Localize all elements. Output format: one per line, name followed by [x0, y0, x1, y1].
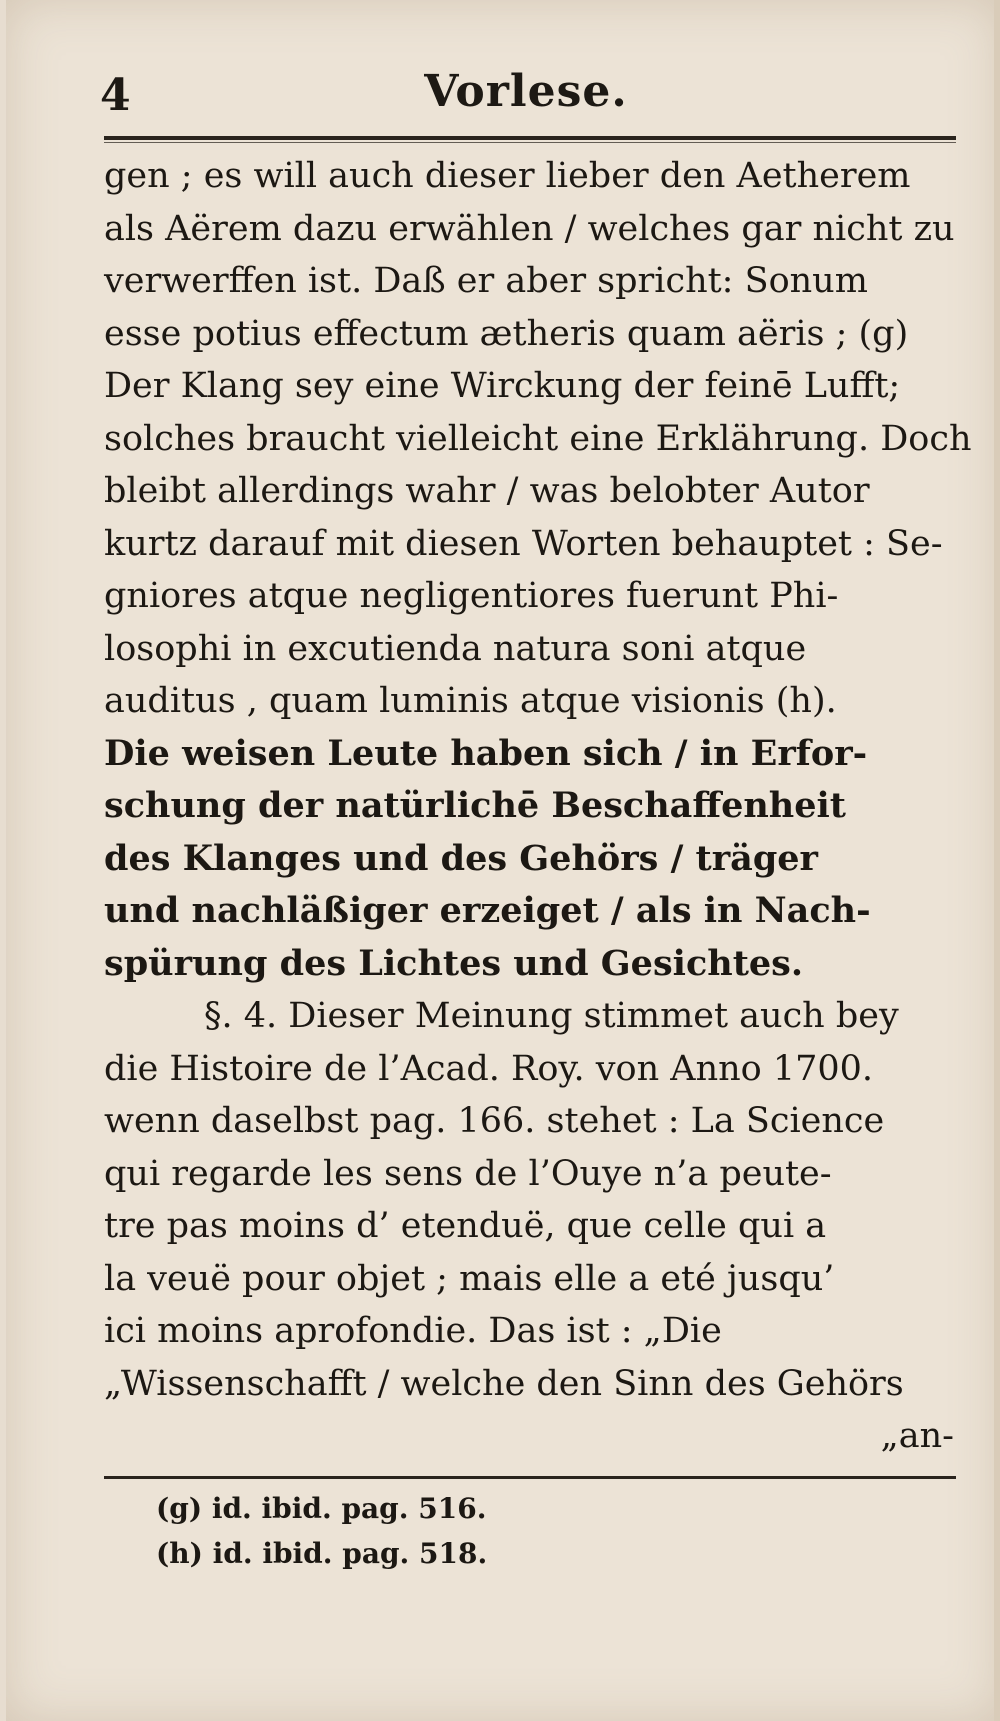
text-line-bold: Die weisen Leute haben sich / in Erfor-: [104, 732, 868, 774]
book-page: [6, 0, 1000, 1721]
text-line-bold: des Klanges und des Gehörs / träger: [104, 837, 818, 879]
page-edge: [994, 0, 1000, 1721]
running-title: Vorlese.: [424, 66, 628, 117]
text-line: Der Klang sey eine Wirckung der feinē Lufft;: [104, 366, 901, 406]
text-line: die Histoire de l’Acad. Roy. von Anno 1700.: [104, 1048, 874, 1089]
page-number: 4: [100, 70, 131, 121]
text-line: bleibt allerdings wahr / was belobter Autor: [104, 471, 870, 511]
footnote-h: (h) id. ibid. pag. 518.: [156, 1537, 488, 1570]
catchword: „an-: [880, 1416, 954, 1456]
header-rule-thin: [104, 142, 956, 143]
text-line: gniores atque negligentiores fuerunt Phi-: [104, 576, 839, 616]
text-line: wenn daselbst pag. 166. stehet : La Science: [104, 1101, 885, 1141]
text-line-bold: spürung des Lichtes und Gesichtes.: [104, 942, 804, 984]
page-header: [96, 66, 956, 126]
text-line: als Aërem dazu erwählen / welches gar nicht zu: [104, 208, 955, 249]
text-line: kurtz darauf mit diesen Worten behauptet : Se-: [104, 523, 943, 564]
text-line: „Wissenschafft / welche den Sinn des Gehörs: [104, 1363, 904, 1404]
text-line-bold: und nachläßiger erzeiget / als in Nach-: [104, 890, 871, 931]
section-start-line: §. 4. Dieser Meinung stimmet auch bey: [204, 996, 899, 1036]
body-text: [104, 150, 974, 1463]
text-line: qui regarde les sens de l’Ouye n’a peute-: [104, 1153, 832, 1194]
text-line: tre pas moins d’ etenduë, que celle qui a: [104, 1206, 827, 1246]
text-line: solches braucht vielleicht eine Erklährung. Doch: [104, 418, 972, 459]
text-line: ici moins aprofondie. Das ist : „Die: [104, 1311, 722, 1351]
text-line: la veuë pour objet ; mais elle a eté jusqu’: [104, 1258, 835, 1299]
header-rule: [104, 136, 956, 140]
footnotes: [156, 1486, 916, 1576]
text-line-bold: schung der natürlichē Beschaffenheit: [104, 785, 846, 826]
footnote-g: (g) id. ibid. pag. 516.: [156, 1492, 487, 1525]
footnote-rule: [104, 1476, 956, 1479]
text-line: losophi in excutienda natura soni atque: [104, 628, 807, 669]
text-line: auditus , quam luminis atque visionis (h).: [104, 681, 837, 721]
text-line: gen ; es will auch dieser lieber den Aetherem: [104, 156, 911, 196]
text-line: verwerffen ist. Daß er aber spricht: Sonum: [104, 261, 868, 301]
text-line: esse potius effectum ætheris quam aëris ; (g): [104, 313, 909, 354]
